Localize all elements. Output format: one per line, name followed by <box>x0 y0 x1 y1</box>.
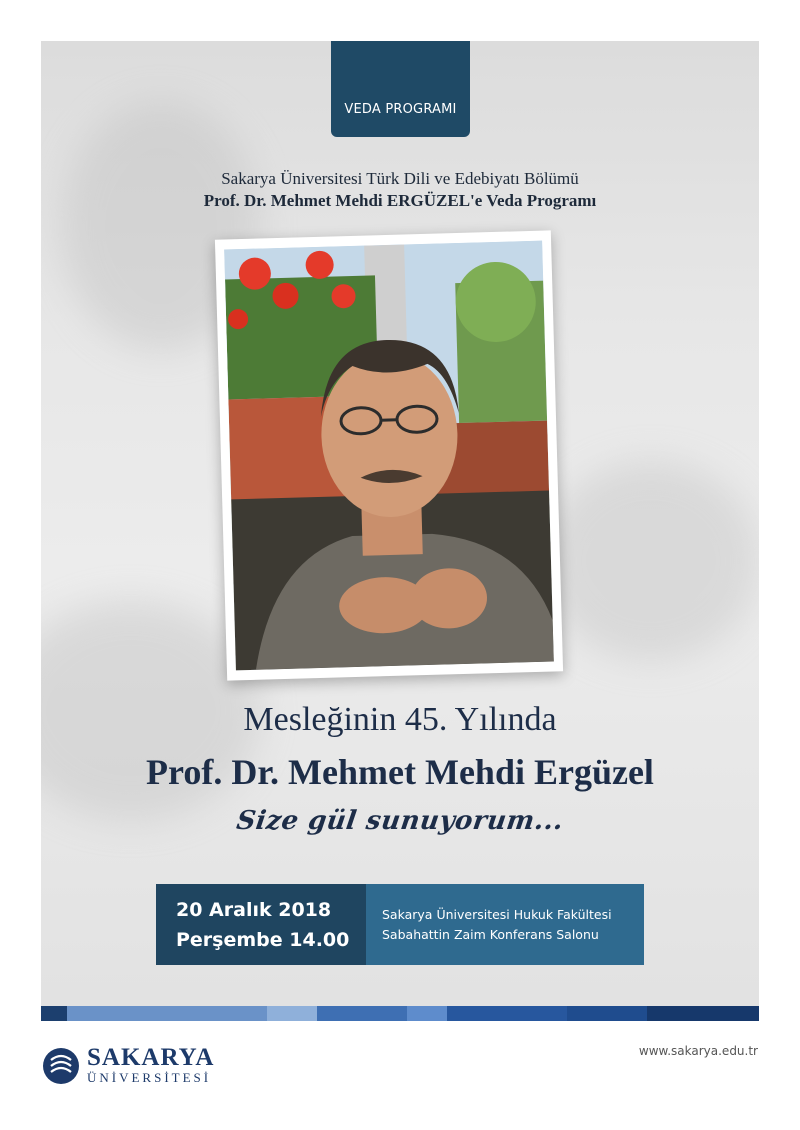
color-stripe <box>41 1006 759 1021</box>
portrait-illustration <box>224 241 554 671</box>
logo-main-text: SAKARYA <box>87 1044 215 1071</box>
stripe-segment <box>567 1006 647 1021</box>
stripe-segment <box>647 1006 759 1021</box>
portrait-photo <box>224 241 554 671</box>
headline-years: Mesleğinin 45. Yılında <box>243 701 557 738</box>
headline-name: Prof. Dr. Mehmet Mehdi Ergüzel <box>146 752 654 792</box>
program-title: Prof. Dr. Mehmet Mehdi ERGÜZEL'e Veda Programı <box>203 191 597 210</box>
stripe-segment <box>447 1006 567 1021</box>
event-date: 20 Aralık 2018 <box>176 898 332 921</box>
stripe-segment <box>67 1006 267 1021</box>
stripe-segment <box>41 1006 67 1021</box>
venue-line-2: Sabahattin Zaim Konferans Salonu <box>382 926 599 942</box>
badge-label: VEDA PROGRAMI <box>344 102 457 117</box>
stripe-segment <box>407 1006 447 1021</box>
university-logo[interactable] <box>41 1042 241 1090</box>
background-blur <box>541 461 759 661</box>
website-link[interactable]: www.sakarya.edu.tr <box>638 1044 758 1058</box>
script-tagline: Size gül sunuyorum... <box>234 806 566 836</box>
venue-line-1: Sakarya Üniversitesi Hukuk Fakültesi <box>382 906 612 922</box>
poster <box>41 41 759 1006</box>
stripe-segment <box>267 1006 317 1021</box>
veda-programi-badge <box>331 41 470 137</box>
event-venue-box <box>366 884 644 965</box>
event-datetime-box <box>156 884 366 965</box>
university-emblem-icon <box>41 1046 81 1086</box>
logo-sub-text: ÜNİVERSİTESİ <box>87 1070 212 1085</box>
department-line: Sakarya Üniversitesi Türk Dili ve Edebiyatı Bölümü <box>221 169 579 188</box>
event-day-time: Perşembe 14.00 <box>176 928 350 951</box>
portrait-photo-frame <box>215 230 563 680</box>
stripe-segment <box>317 1006 407 1021</box>
